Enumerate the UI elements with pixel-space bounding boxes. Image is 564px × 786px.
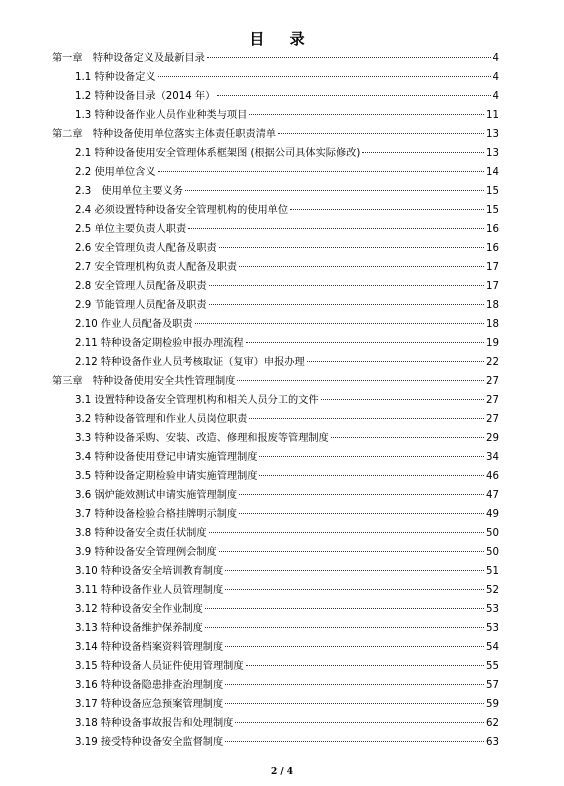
dot-leader <box>207 57 491 58</box>
toc-entry-label: 3.10 特种设备安全培训教育制度 <box>75 566 224 577</box>
toc-entry-label: 2.12 特种设备作业人员考核取证（复审）申报办理 <box>75 357 305 368</box>
dot-leader <box>249 418 484 419</box>
table-of-contents <box>52 49 499 752</box>
toc-entry-page-number: 63 <box>486 737 499 748</box>
toc-section-entry[interactable] <box>52 315 499 334</box>
toc-entry-page-number: 18 <box>486 300 499 311</box>
toc-entry-page-number: 46 <box>486 471 499 482</box>
toc-section-entry[interactable] <box>52 581 499 600</box>
toc-entry-label: 3.6 锅炉能效测试申请实施管理制度 <box>75 490 238 501</box>
toc-entry-label: 3.4 特种设备使用登记申请实施管理制度 <box>75 452 258 463</box>
toc-entry-label: 3.8 特种设备安全责任状制度 <box>75 528 207 539</box>
toc-entry-label: 2.4 必须设置特种设备安全管理机构的使用单位 <box>75 205 289 216</box>
toc-entry-label: 3.11 特种设备作业人员管理制度 <box>75 585 224 596</box>
toc-entry-label: 3.19 接受特种设备安全监督制度 <box>75 737 224 748</box>
toc-section-entry[interactable] <box>52 486 499 505</box>
toc-section-entry[interactable] <box>52 353 499 372</box>
dot-leader <box>362 152 484 153</box>
toc-entry-page-number: 4 <box>492 72 499 83</box>
toc-section-entry[interactable] <box>52 87 499 106</box>
toc-section-entry[interactable] <box>52 429 499 448</box>
dot-leader <box>158 171 484 172</box>
toc-section-entry[interactable] <box>52 543 499 562</box>
toc-entry-label: 3.9 特种设备安全管理例会制度 <box>75 547 217 558</box>
toc-section-entry[interactable] <box>52 163 499 182</box>
dot-leader <box>217 95 490 96</box>
toc-entry-page-number: 53 <box>486 604 499 615</box>
toc-entry-label: 3.2 特种设备管理和作业人员岗位职责 <box>75 414 248 425</box>
toc-entry-page-number: 13 <box>486 148 499 159</box>
toc-entry-page-number: 18 <box>486 319 499 330</box>
toc-entry-label: 2.5 单位主要负责人职责 <box>75 224 187 235</box>
toc-entry-page-number: 17 <box>486 281 499 292</box>
toc-entry-label: 1.2 特种设备目录（2014 年） <box>75 91 216 102</box>
toc-entry-label: 3.1 设置特种设备安全管理机构和相关人员分工的文件 <box>75 395 319 406</box>
toc-entry-label: 2.7 安全管理机构负责人配备及职责 <box>75 262 238 273</box>
toc-entry-page-number: 14 <box>486 167 499 178</box>
toc-entry-page-number: 34 <box>486 452 499 463</box>
dot-leader <box>278 133 484 134</box>
toc-chapter-entry[interactable] <box>52 372 499 391</box>
toc-entry-page-number: 19 <box>486 338 499 349</box>
dot-leader <box>209 532 485 533</box>
dot-leader <box>246 665 484 666</box>
toc-entry-label: 3.16 特种设备隐患排查治理制度 <box>75 680 224 691</box>
toc-entry-page-number: 62 <box>486 718 499 729</box>
toc-entry-page-number: 22 <box>486 357 499 368</box>
toc-section-entry[interactable] <box>52 467 499 486</box>
toc-section-entry[interactable] <box>52 657 499 676</box>
toc-entry-page-number: 17 <box>486 262 499 273</box>
dot-leader <box>239 266 484 267</box>
toc-section-entry[interactable] <box>52 733 499 752</box>
toc-entry-page-number: 59 <box>486 699 499 710</box>
toc-entry-page-number: 29 <box>486 433 499 444</box>
dot-leader <box>237 380 484 381</box>
toc-entry-page-number: 11 <box>486 110 499 121</box>
dot-leader <box>239 513 484 514</box>
toc-entry-page-number: 27 <box>486 414 499 425</box>
toc-entry-label: 2.2 使用单位含义 <box>75 167 156 178</box>
toc-chapter-entry[interactable] <box>52 125 499 144</box>
dot-leader <box>225 589 484 590</box>
toc-section-entry[interactable] <box>52 524 499 543</box>
toc-entry-page-number: 4 <box>492 53 499 64</box>
toc-entry-label: 2.9 节能管理人员配备及职责 <box>75 300 207 311</box>
toc-section-entry[interactable] <box>52 68 499 87</box>
toc-entry-page-number: 4 <box>492 91 499 102</box>
toc-section-entry[interactable] <box>52 201 499 220</box>
toc-section-entry[interactable] <box>52 334 499 353</box>
toc-entry-page-number: 50 <box>486 528 499 539</box>
toc-entry-page-number: 57 <box>486 680 499 691</box>
dot-leader <box>249 114 484 115</box>
toc-entry-label: 2.11 特种设备定期检验申报办理流程 <box>75 338 244 349</box>
toc-entry-label: 3.15 特种设备人员证件使用管理制度 <box>75 661 244 672</box>
toc-entry-label: 2.1 特种设备使用安全管理体系框架图 (根据公司具体实际修改) <box>75 148 361 159</box>
toc-section-entry[interactable] <box>52 258 499 277</box>
toc-entry-label: 2.6 安全管理负责人配备及职责 <box>75 243 217 254</box>
dot-leader <box>259 456 484 457</box>
toc-section-entry[interactable] <box>52 220 499 239</box>
toc-section-entry[interactable] <box>52 239 499 258</box>
toc-entry-page-number: 15 <box>486 186 499 197</box>
dot-leader <box>331 437 484 438</box>
dot-leader <box>290 209 484 210</box>
toc-section-entry[interactable] <box>52 448 499 467</box>
dot-leader <box>219 551 484 552</box>
dot-leader <box>239 494 484 495</box>
toc-section-entry[interactable] <box>52 505 499 524</box>
toc-section-entry[interactable] <box>52 676 499 695</box>
toc-section-entry[interactable] <box>52 600 499 619</box>
dot-leader <box>307 361 484 362</box>
toc-section-entry[interactable] <box>52 106 499 125</box>
dot-leader <box>219 247 484 248</box>
dot-leader <box>209 285 485 286</box>
toc-section-entry[interactable] <box>52 638 499 657</box>
toc-section-entry[interactable] <box>52 714 499 733</box>
dot-leader <box>246 342 484 343</box>
toc-section-entry[interactable] <box>52 562 499 581</box>
toc-entry-label: 3.18 特种设备事故报告和处理制度 <box>75 718 234 729</box>
toc-entry-label: 2.10 作业人员配备及职责 <box>75 319 193 330</box>
toc-entry-page-number: 27 <box>486 395 499 406</box>
toc-entry-page-number: 27 <box>486 376 499 387</box>
dot-leader <box>225 684 484 685</box>
toc-entry-page-number: 13 <box>486 129 499 140</box>
toc-entry-page-number: 52 <box>486 585 499 596</box>
dot-leader <box>158 76 491 77</box>
toc-entry-page-number: 16 <box>486 243 499 254</box>
dot-leader <box>225 570 484 571</box>
dot-leader <box>235 722 484 723</box>
dot-leader <box>205 627 484 628</box>
toc-entry-label: 2.8 安全管理人员配备及职责 <box>75 281 207 292</box>
toc-entry-label: 3.14 特种设备档案资料管理制度 <box>75 642 224 653</box>
dot-leader <box>225 703 484 704</box>
dot-leader <box>205 608 484 609</box>
toc-entry-page-number: 15 <box>486 205 499 216</box>
toc-entry-label: 1.3 特种设备作业人员作业种类与项目 <box>75 110 248 121</box>
toc-section-entry[interactable] <box>52 410 499 429</box>
toc-entry-page-number: 53 <box>486 623 499 634</box>
toc-entry-page-number: 49 <box>486 509 499 520</box>
toc-entry-page-number: 51 <box>486 566 499 577</box>
toc-section-entry[interactable] <box>52 182 499 201</box>
dot-leader <box>259 475 484 476</box>
toc-entry-page-number: 50 <box>486 547 499 558</box>
toc-entry-label: 2.3 使用单位主要义务 <box>75 186 183 197</box>
toc-entry-page-number: 55 <box>486 661 499 672</box>
toc-section-entry[interactable] <box>52 695 499 714</box>
toc-entry-label: 3.17 特种设备应急预案管理制度 <box>75 699 224 710</box>
toc-section-entry[interactable] <box>52 144 499 163</box>
toc-entry-label: 3.12 特种设备安全作业制度 <box>75 604 203 615</box>
toc-entry-label: 第一章 特种设备定义及最新目录 <box>52 53 205 64</box>
toc-section-entry[interactable] <box>52 619 499 638</box>
dot-leader <box>185 190 484 191</box>
toc-entry-label: 3.3 特种设备采购、安装、改造、修理和报废等管理制度 <box>75 433 329 444</box>
dot-leader <box>209 304 485 305</box>
toc-entry-page-number: 16 <box>486 224 499 235</box>
dot-leader <box>188 228 484 229</box>
toc-entry-page-number: 54 <box>486 642 499 653</box>
toc-entry-label: 第三章 特种设备使用安全共性管理制度 <box>52 376 236 387</box>
dot-leader <box>225 741 484 742</box>
page-indicator: 2 / 4 <box>270 767 294 777</box>
toc-entry-label: 第二章 特种设备使用单位落实主体责任职责清单 <box>52 129 277 140</box>
toc-section-entry[interactable] <box>52 391 499 410</box>
toc-chapter-entry[interactable] <box>52 49 499 68</box>
dot-leader <box>195 323 484 324</box>
toc-section-entry[interactable] <box>52 277 499 296</box>
toc-entry-label: 3.7 特种设备检验合格挂牌明示制度 <box>75 509 238 520</box>
toc-entry-label: 1.1 特种设备定义 <box>75 72 156 83</box>
toc-entry-label: 3.5 特种设备定期检验申请实施管理制度 <box>75 471 258 482</box>
dot-leader <box>225 646 484 647</box>
dot-leader <box>321 399 484 400</box>
toc-section-entry[interactable] <box>52 296 499 315</box>
page-title: 目 录 <box>249 30 315 48</box>
toc-entry-page-number: 47 <box>486 490 499 501</box>
toc-entry-label: 3.13 特种设备维护保养制度 <box>75 623 203 634</box>
